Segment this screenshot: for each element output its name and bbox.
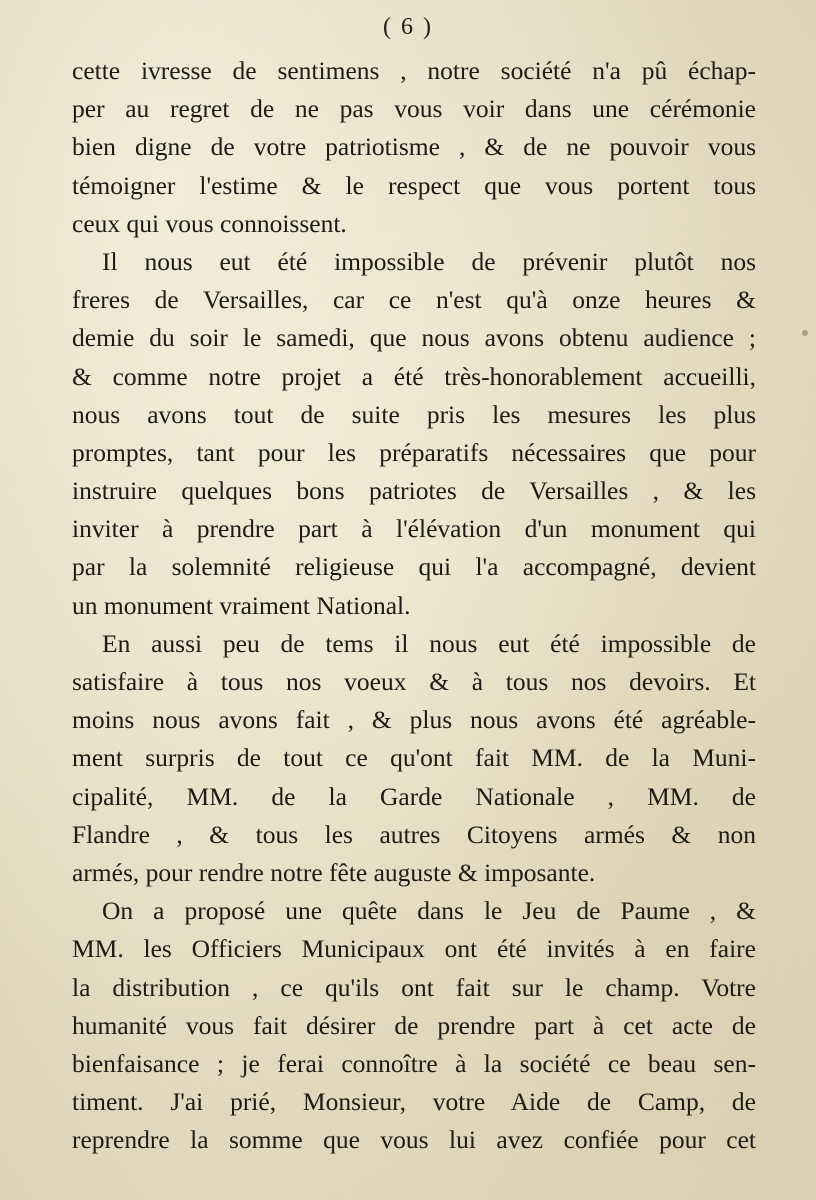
paragraph-start-line: En aussi peu de tems il nous eut été impossible de [102,628,756,658]
paragraph-start-line: On a proposé une quête dans le Jeu de Paume , & [102,896,756,926]
text-line: MM. les Officiers Municipaux ont été invités à en faire [72,934,756,964]
text-line: Flandre , & tous les autres Citoyens armés & non [72,819,756,849]
text-line: satisfaire à tous nos voeux & à tous nos devoirs. Et [72,667,756,696]
text-line: cette ivresse de sentimens , notre société n'a pû échap- [72,56,756,85]
text-line: instruire quelques bons patriotes de Versailles , & les [72,476,756,506]
text-line: humanité vous fait désirer de prendre part à cet acte de [72,1010,756,1040]
text-line: bienfaisance ; je ferai connoître à la société ce beau sen- [72,1048,756,1078]
text-line: moins nous avons fait , & plus nous avons été agréable- [72,705,756,735]
text-line: nous avons tout de suite pris les mesures les plus [72,399,756,429]
text-line: la distribution , ce qu'ils ont fait sur le champ. Votre [72,972,756,1002]
ink-spot [802,330,808,336]
text-line: ment surpris de tout ce qu'ont fait MM. de la Muni- [72,743,756,773]
text-line: un monument vraiment National. [72,590,411,620]
text-line: inviter à prendre part à l'élévation d'un monument qui [72,514,756,544]
text-line: reprendre la somme que vous lui avez confiée pour cet [72,1125,756,1155]
text-line: témoigner l'estime & le respect que vous portent tous [72,170,756,200]
text-line: per au regret de ne pas vous voir dans une cérémonie [72,94,756,124]
body-text [72,52,756,1159]
text-line: cipalité, MM. de la Garde Nationale , MM. de [72,781,756,811]
text-line: promptes, tant pour les préparatifs nécessaires que pour [72,437,756,467]
text-line: par la solemnité religieuse qui l'a accompagné, devient [72,552,756,582]
text-line: & comme notre projet a été très-honorablement accueilli, [72,361,756,391]
paragraph-start-line: Il nous eut été impossible de prévenir plutôt nos [102,246,756,276]
text-line: armés, pour rendre notre fête auguste & imposante. [72,857,596,887]
text-line: demie du soir le samedi, que nous avons obtenu audience ; [72,323,756,353]
text-line: bien digne de votre patriotisme , & de ne pouvoir vous [72,132,756,162]
page-number: ( 6 ) [383,14,433,40]
text-line: ceux qui vous connoissent. [72,208,347,238]
text-line: freres de Versailles, car ce n'est qu'à onze heures & [72,285,756,315]
text-line: timent. J'ai prié, Monsieur, votre Aide de Camp, de [72,1087,756,1117]
